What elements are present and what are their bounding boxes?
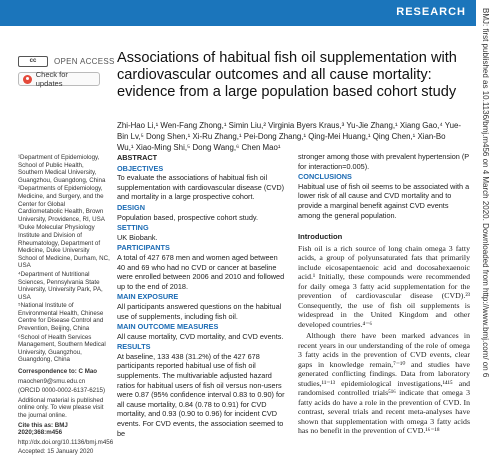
affiliation: ⁶School of Health Services Management, Southern Medical University, Guangzhou, Guangdong, China — [18, 333, 106, 364]
outcome-text: All cause mortality, CVD mortality, and CVD events. — [117, 331, 284, 341]
introduction-paragraph: Fish oil is a rich source of long chain omega 3 fatty acids, a group of polyunsaturated fats that primarily include eicosapentaenoic acid and docosahexaenoic acid.¹ Initially, these compounds were recommended for daily omega 3 fatty acid supplementation for the prevention of cardiovascular disease (CVD).²³ Consequently, the use of fish oil supplements is widespread in the United Kingdom and other developed countries.⁴⁻⁶ — [298, 243, 470, 329]
open-access-badge — [18, 56, 115, 66]
abstract-column-1 — [117, 152, 287, 438]
correspondence-email[interactable]: maochen9@smu.edu.cn — [18, 377, 86, 385]
author-list: Zhi-Hao Li,¹ Wen-Fang Zhong,¹ Simin Liu,² Virginia Byers Kraus,³ Yu-Jie Zhang,¹ Xiang Gao,⁴ Yue-Bin Lv,⁵ Dong Shen,¹ Xi-Ru Zhang,¹ Pei-Dong Zhang,¹ Qing-Mei Huang,¹ Qing Chen,¹ Xian-Bo Wu,¹ Xiao-Ming Shi,⁵ Dong Wang,⁶ Chen Mao¹ — [117, 121, 462, 152]
introduction-heading: Introduction — [298, 232, 343, 242]
setting-text: UK Biobank. — [117, 232, 158, 242]
check-for-updates-button[interactable] — [18, 72, 100, 86]
conclusions-heading: CONCLUSIONS — [298, 172, 352, 182]
correspondence-name: Correspondence to: C Mao — [18, 368, 98, 376]
conclusions-text: Habitual use of fish oil seems to be associated with a lower risk of all cause and CVD mortality and to provide a marginal benefit against CVD events among the general population. — [298, 181, 470, 220]
introduction-body — [298, 244, 470, 436]
orcid: (ORCID 0000-0002-6137-6215) — [18, 387, 106, 395]
accepted-date: Accepted: 15 January 2020 — [18, 448, 94, 456]
affiliation: ²Departments of Epidemiology, Medicine, and Surgery, and the Center for Global Cardiometabolic Health, Brown University, Providence, RI, USA — [18, 185, 105, 223]
design-text: Population based, prospective cohort study. — [117, 212, 259, 222]
affiliation: ³Duke Molecular Physiology Institute and Division of Rheumatology, Department of Medicine, Duke University School of Medicine, Durham, NC, USA — [18, 224, 110, 270]
abstract-column-2 — [298, 152, 470, 436]
additional-material-note: Additional material is published online only. To view please visit the journal online. — [18, 396, 104, 419]
affiliation: ¹Department of Epidemiology, School of Public Health, Southern Medical University, Guangzhou, Guangdong, China — [18, 154, 106, 184]
design-heading: DESIGN — [117, 202, 145, 212]
affiliation: ⁵National Institute of Environmental Health, Chinese Centre for Disease Control and Prevention, Beijing, China — [18, 302, 104, 333]
open-access-label: OPEN ACCESS — [54, 56, 115, 66]
article-type-label: RESEARCH — [396, 6, 466, 18]
setting-heading: SETTING — [117, 223, 149, 233]
introduction-paragraph: Although there have been marked advances in recent years in our understanding of the role of omega 3 fatty acids in the prevention of CVD events, clear gaps in knowledge remain,⁷⁻¹⁰ and studies have generated conflicting findings. Data from laboratory studies,¹¹⁻¹³ epidemiological investigations,¹⁴¹⁵ and randomised controlled trials⁵¹⁶ indicate that omega 3 fatty acids do have a role in the prevention of CVD. In contrast, several trials and recent meta-analyses have shown that supplementation with omega 3 fatty acids has no benefit in the prevention of CVD.¹⁶⁻¹⁸ — [298, 331, 470, 436]
participants-heading: PARTICIPANTS — [117, 243, 170, 253]
crossmark-icon — [23, 75, 32, 84]
exposure-heading: MAIN EXPOSURE — [117, 292, 179, 302]
doi-link[interactable]: http://dx.doi.org/10.1136/bmj.m456 — [18, 438, 114, 446]
sidebar-citation-text: BMJ: first published as 10.1136/bmj.m456 on 4 March 2020. Downloaded from http://www.bmj.com/ on 6 — [481, 8, 490, 378]
citation: Cite this as: BMJ 2020;368:m456 — [18, 421, 68, 437]
participants-text: A total of 427 678 men and women aged between 40 and 69 who had no CVD or cancer at baseline were enrolled between 2006 and 2010 and followed up to the end of 2018. — [117, 252, 285, 291]
article-type-banner — [0, 0, 476, 26]
results-heading: RESULTS — [117, 342, 151, 352]
objectives-heading: OBJECTIVES — [117, 163, 164, 173]
creative-commons-icon: cc — [18, 56, 48, 67]
sidebar-citation — [476, 0, 494, 428]
affiliations — [18, 154, 114, 458]
exposure-text: All participants answered questions on the habitual use of supplements, including fish oil. — [117, 301, 282, 321]
article-title: Associations of habitual fish oil supplementation with cardiovascular outcomes and all cause mortality: evidence from a large population based cohort study — [117, 50, 457, 100]
check-for-updates-label: Check for updates — [35, 70, 68, 88]
abstract-heading: ABSTRACT — [117, 153, 158, 162]
affiliation: ⁴Department of Nutritional Sciences, Pennsylvania State University, University Park, PA, USA — [18, 270, 103, 301]
outcome-heading: MAIN OUTCOME MEASURES — [117, 322, 219, 332]
results-text: At baseline, 133 438 (31.2%) of the 427 678 participants reported habitual use of fish oil supplements. The multivariable adjusted hazard ratios for habitual users of fish oil versus non-users were 0.87 (95% confidence interval 0.83 to 0.90) for all cause mortality, 0.84 (0.78 to 0.91) for CVD mortality, and 0.93 (0.90 to 0.96) for incident CVD events. For CVD events, the association seemed to be — [117, 351, 285, 438]
correspondence-block — [18, 368, 114, 456]
results-continued: stronger among those with prevalent hypertension (P for interaction=0.005). — [298, 152, 470, 171]
objectives-text: To evaluate the associations of habitual fish oil supplementation with cardiovascular disease (CVD) and mortality in a large prospective cohort. — [117, 173, 285, 202]
